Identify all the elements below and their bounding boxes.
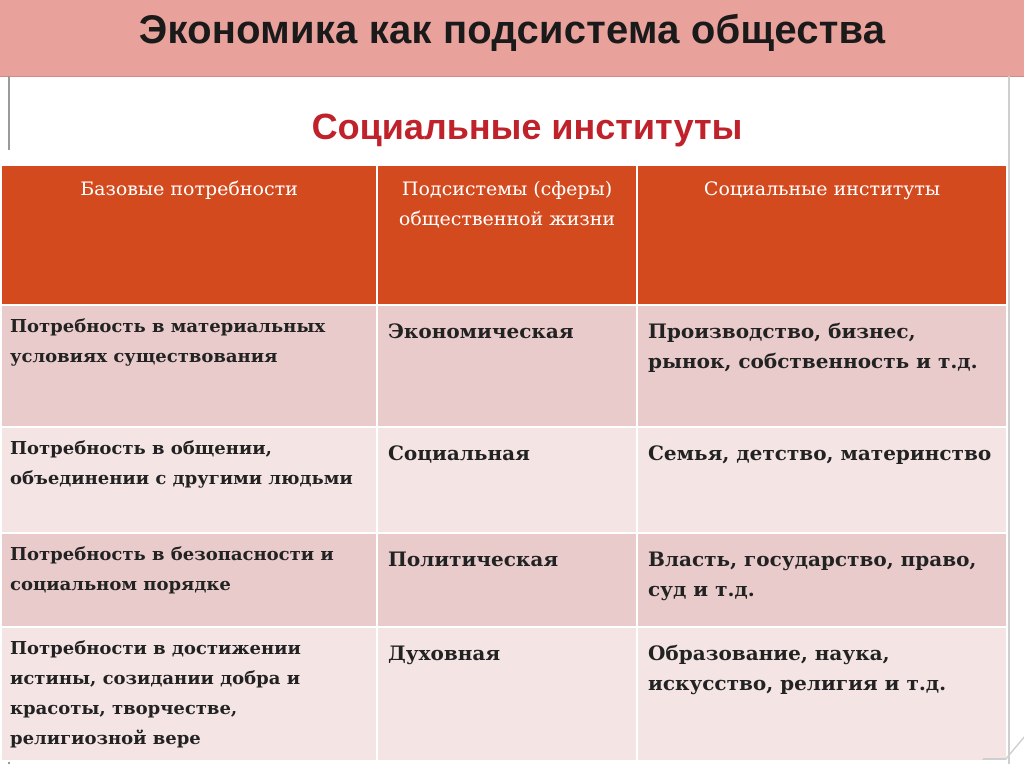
title-band — [0, 0, 1024, 77]
sphere-cell: Социальная — [377, 427, 637, 533]
institutions-cell: Производство, бизнес, рынок, собственность и т.д. — [637, 305, 1007, 427]
institutions-cell: Семья, детство, материнство — [637, 427, 1007, 533]
table-row — [1, 533, 1007, 627]
slide-title: Экономика как подсистема общества — [138, 8, 886, 52]
institutions-cell: Образование, наука, искусство, религия и т.д. — [637, 627, 1007, 761]
need-cell: Потребность в общении, объединении с другими людьми — [1, 427, 377, 533]
header-subsystems: Подсистемы (сферы) общественной жизни — [377, 165, 637, 305]
table-row — [1, 305, 1007, 427]
need-cell: Потребности в достижении истины, созидании добра и красоты, творчестве, религиозной вере — [1, 627, 377, 761]
slide-subtitle: Социальные институты — [311, 106, 743, 147]
header-basic-needs: Базовые потребности — [1, 165, 377, 305]
table-row — [1, 427, 1007, 533]
header-social-institutions: Социальные институты — [637, 165, 1007, 305]
sphere-cell: Политическая — [377, 533, 637, 627]
table-header-row — [1, 165, 1007, 305]
table-row — [1, 627, 1007, 761]
institutions-cell: Власть, государство, право, суд и т.д. — [637, 533, 1007, 627]
need-cell: Потребность в безопасности и социальном порядке — [1, 533, 377, 627]
institutions-table — [0, 164, 1008, 762]
sphere-cell: Экономическая — [377, 305, 637, 427]
sphere-cell: Духовная — [377, 627, 637, 761]
need-cell: Потребность в материальных условиях существования — [1, 305, 377, 427]
